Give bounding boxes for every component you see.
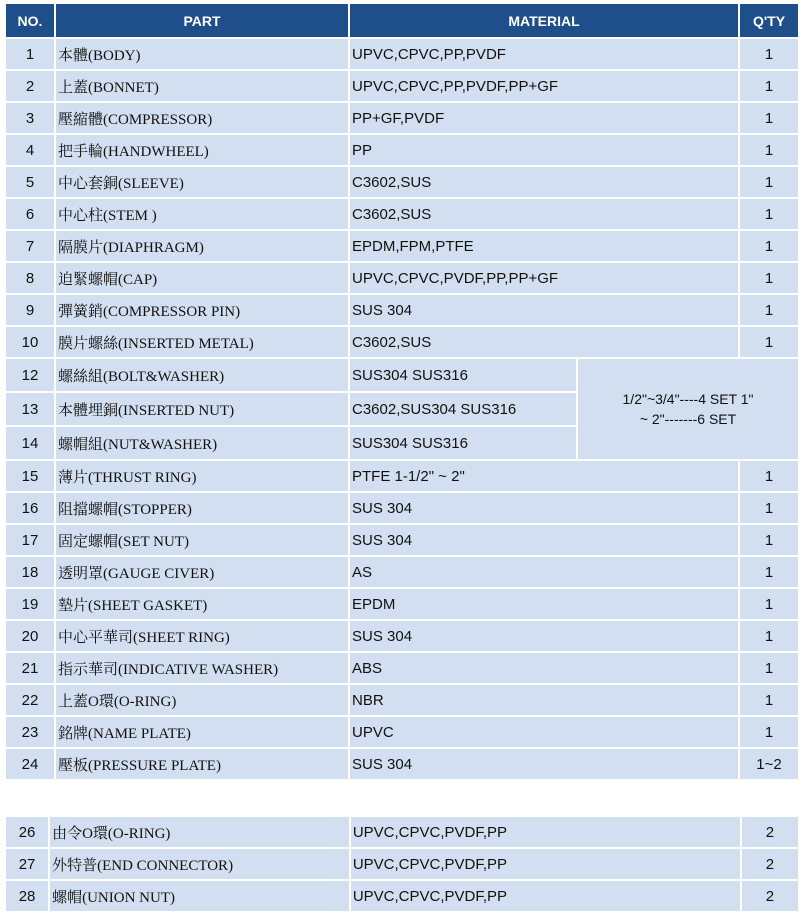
row-no: 3	[6, 103, 54, 133]
row-no: 28	[6, 881, 48, 911]
row-material: C3602,SUS	[350, 199, 738, 229]
row-qty: 1	[740, 39, 798, 69]
parts-table-tail	[4, 815, 800, 913]
row-part: 螺帽(UNION NUT)	[50, 881, 349, 911]
row-material: SUS 304	[350, 621, 738, 651]
row-qty: 1	[740, 525, 798, 555]
header-material: MATERIAL	[350, 4, 738, 37]
row-part: 螺絲組(BOLT&WASHER)	[56, 359, 348, 391]
row-part: 阻擋螺帽(STOPPER)	[56, 493, 348, 523]
row-qty: 1	[740, 295, 798, 325]
row-qty: 2	[742, 881, 798, 911]
row-material: C3602,SUS	[350, 167, 738, 197]
table-row	[6, 557, 798, 587]
row-no: 10	[6, 327, 54, 357]
row-material: EPDM	[350, 589, 738, 619]
table-row	[6, 199, 798, 229]
row-material: SUS 304	[350, 493, 738, 523]
header-no: NO.	[6, 4, 54, 37]
row-no: 18	[6, 557, 54, 587]
row-no: 26	[6, 817, 48, 847]
row-qty: 1	[740, 103, 798, 133]
row-qty: 1	[740, 199, 798, 229]
table-row	[6, 653, 798, 683]
row-material: NBR	[350, 685, 738, 715]
row-part: 把手輪(HANDWHEEL)	[56, 135, 348, 165]
row-qty: 1	[740, 135, 798, 165]
row-no: 16	[6, 493, 54, 523]
row-no: 21	[6, 653, 54, 683]
row-material: SUS304 SUS316	[350, 427, 576, 459]
table-row	[6, 717, 798, 747]
row-no: 4	[6, 135, 54, 165]
row-no: 14	[6, 427, 54, 459]
row-material: UPVC,CPVC,PVDF,PP,PP+GF	[350, 263, 738, 293]
row-material: ABS	[350, 653, 738, 683]
row-no: 1	[6, 39, 54, 69]
row-part: 本體(BODY)	[56, 39, 348, 69]
row-qty: 1	[740, 167, 798, 197]
table-row	[6, 39, 798, 69]
group-qty-note-line1: 1/2"~3/4"----4 SET 1"	[622, 391, 754, 407]
row-material: PP	[350, 135, 738, 165]
row-no: 24	[6, 749, 54, 779]
row-no: 2	[6, 71, 54, 101]
row-part: 薄片(THRUST RING)	[56, 461, 348, 491]
row-material: C3602,SUS304 SUS316	[350, 393, 576, 425]
row-part: 上蓋O環(O-RING)	[56, 685, 348, 715]
row-part: 指示華司(INDICATIVE WASHER)	[56, 653, 348, 683]
row-no: 8	[6, 263, 54, 293]
row-material: UPVC	[350, 717, 738, 747]
table-row	[6, 589, 798, 619]
row-material: SUS 304	[350, 525, 738, 555]
table-row	[6, 881, 798, 911]
row-material: SUS 304	[350, 295, 738, 325]
row-qty: 1	[740, 461, 798, 491]
table-row	[6, 621, 798, 651]
row-no: 22	[6, 685, 54, 715]
table-row	[6, 71, 798, 101]
row-material: UPVC,CPVC,PVDF,PP	[351, 817, 740, 847]
row-no: 27	[6, 849, 48, 879]
table-row	[6, 327, 798, 357]
group-qty-note	[578, 359, 798, 459]
row-part: 螺帽組(NUT&WASHER)	[56, 427, 348, 459]
row-qty: 2	[742, 849, 798, 879]
row-qty: 1	[740, 263, 798, 293]
row-part: 中心套銅(SLEEVE)	[56, 167, 348, 197]
row-part: 墊片(SHEET GASKET)	[56, 589, 348, 619]
table-row	[6, 231, 798, 261]
row-part: 銘牌(NAME PLATE)	[56, 717, 348, 747]
header-row	[6, 4, 798, 37]
row-qty: 1	[740, 621, 798, 651]
row-material: UPVC,CPVC,PP,PVDF,PP+GF	[350, 71, 738, 101]
table-row	[6, 295, 798, 325]
table-row	[6, 849, 798, 879]
table-row	[6, 103, 798, 133]
row-material: SUS 304	[350, 749, 738, 779]
row-qty: 1	[740, 493, 798, 523]
row-material: PP+GF,PVDF	[350, 103, 738, 133]
row-qty: 1	[740, 717, 798, 747]
row-no: 13	[6, 393, 54, 425]
row-qty: 1	[740, 685, 798, 715]
row-part: 膜片螺絲(INSERTED METAL)	[56, 327, 348, 357]
row-material: SUS304 SUS316	[350, 359, 576, 391]
header-qty: Q'TY	[740, 4, 798, 37]
group-qty-note-line2: ~ 2"-------6 SET	[639, 411, 737, 427]
table-row	[6, 135, 798, 165]
row-no: 5	[6, 167, 54, 197]
row-qty: 1	[740, 653, 798, 683]
row-qty: 1	[740, 589, 798, 619]
row-material: C3602,SUS	[350, 327, 738, 357]
row-qty: 1~2	[740, 749, 798, 779]
row-no: 15	[6, 461, 54, 491]
row-no: 19	[6, 589, 54, 619]
row-material: UPVC,CPVC,PVDF,PP	[351, 881, 740, 911]
header-part: PART	[56, 4, 348, 37]
row-material: UPVC,CPVC,PVDF,PP	[351, 849, 740, 879]
row-part: 外特普(END CONNECTOR)	[50, 849, 349, 879]
row-part: 中心平華司(SHEET RING)	[56, 621, 348, 651]
table-row	[6, 817, 798, 847]
table-row	[6, 359, 798, 391]
row-no: 23	[6, 717, 54, 747]
table-row	[6, 525, 798, 555]
row-material: UPVC,CPVC,PP,PVDF	[350, 39, 738, 69]
row-no: 9	[6, 295, 54, 325]
row-qty: 1	[740, 557, 798, 587]
row-material: PTFE 1-1/2" ~ 2"	[350, 461, 738, 491]
parts-table	[4, 2, 800, 781]
row-part: 由令O環(O-RING)	[50, 817, 349, 847]
row-no: 7	[6, 231, 54, 261]
row-part: 隔膜片(DIAPHRAGM)	[56, 231, 348, 261]
row-no: 6	[6, 199, 54, 229]
table-row	[6, 263, 798, 293]
row-qty: 1	[740, 71, 798, 101]
table-row	[6, 749, 798, 779]
row-qty: 1	[740, 231, 798, 261]
row-part: 壓縮體(COMPRESSOR)	[56, 103, 348, 133]
table-row	[6, 167, 798, 197]
row-qty: 1	[740, 327, 798, 357]
row-no: 12	[6, 359, 54, 391]
table-row	[6, 493, 798, 523]
row-part: 迫緊螺帽(CAP)	[56, 263, 348, 293]
row-no: 20	[6, 621, 54, 651]
row-part: 壓板(PRESSURE PLATE)	[56, 749, 348, 779]
row-material: AS	[350, 557, 738, 587]
row-part: 中心柱(STEM )	[56, 199, 348, 229]
table-row	[6, 461, 798, 491]
row-no: 17	[6, 525, 54, 555]
row-material: EPDM,FPM,PTFE	[350, 231, 738, 261]
row-part: 上蓋(BONNET)	[56, 71, 348, 101]
table-row	[6, 685, 798, 715]
row-part: 透明罩(GAUGE CIVER)	[56, 557, 348, 587]
row-part: 彈簧銷(COMPRESSOR PIN)	[56, 295, 348, 325]
row-qty: 2	[742, 817, 798, 847]
row-part: 固定螺帽(SET NUT)	[56, 525, 348, 555]
row-part: 本體埋銅(INSERTED NUT)	[56, 393, 348, 425]
